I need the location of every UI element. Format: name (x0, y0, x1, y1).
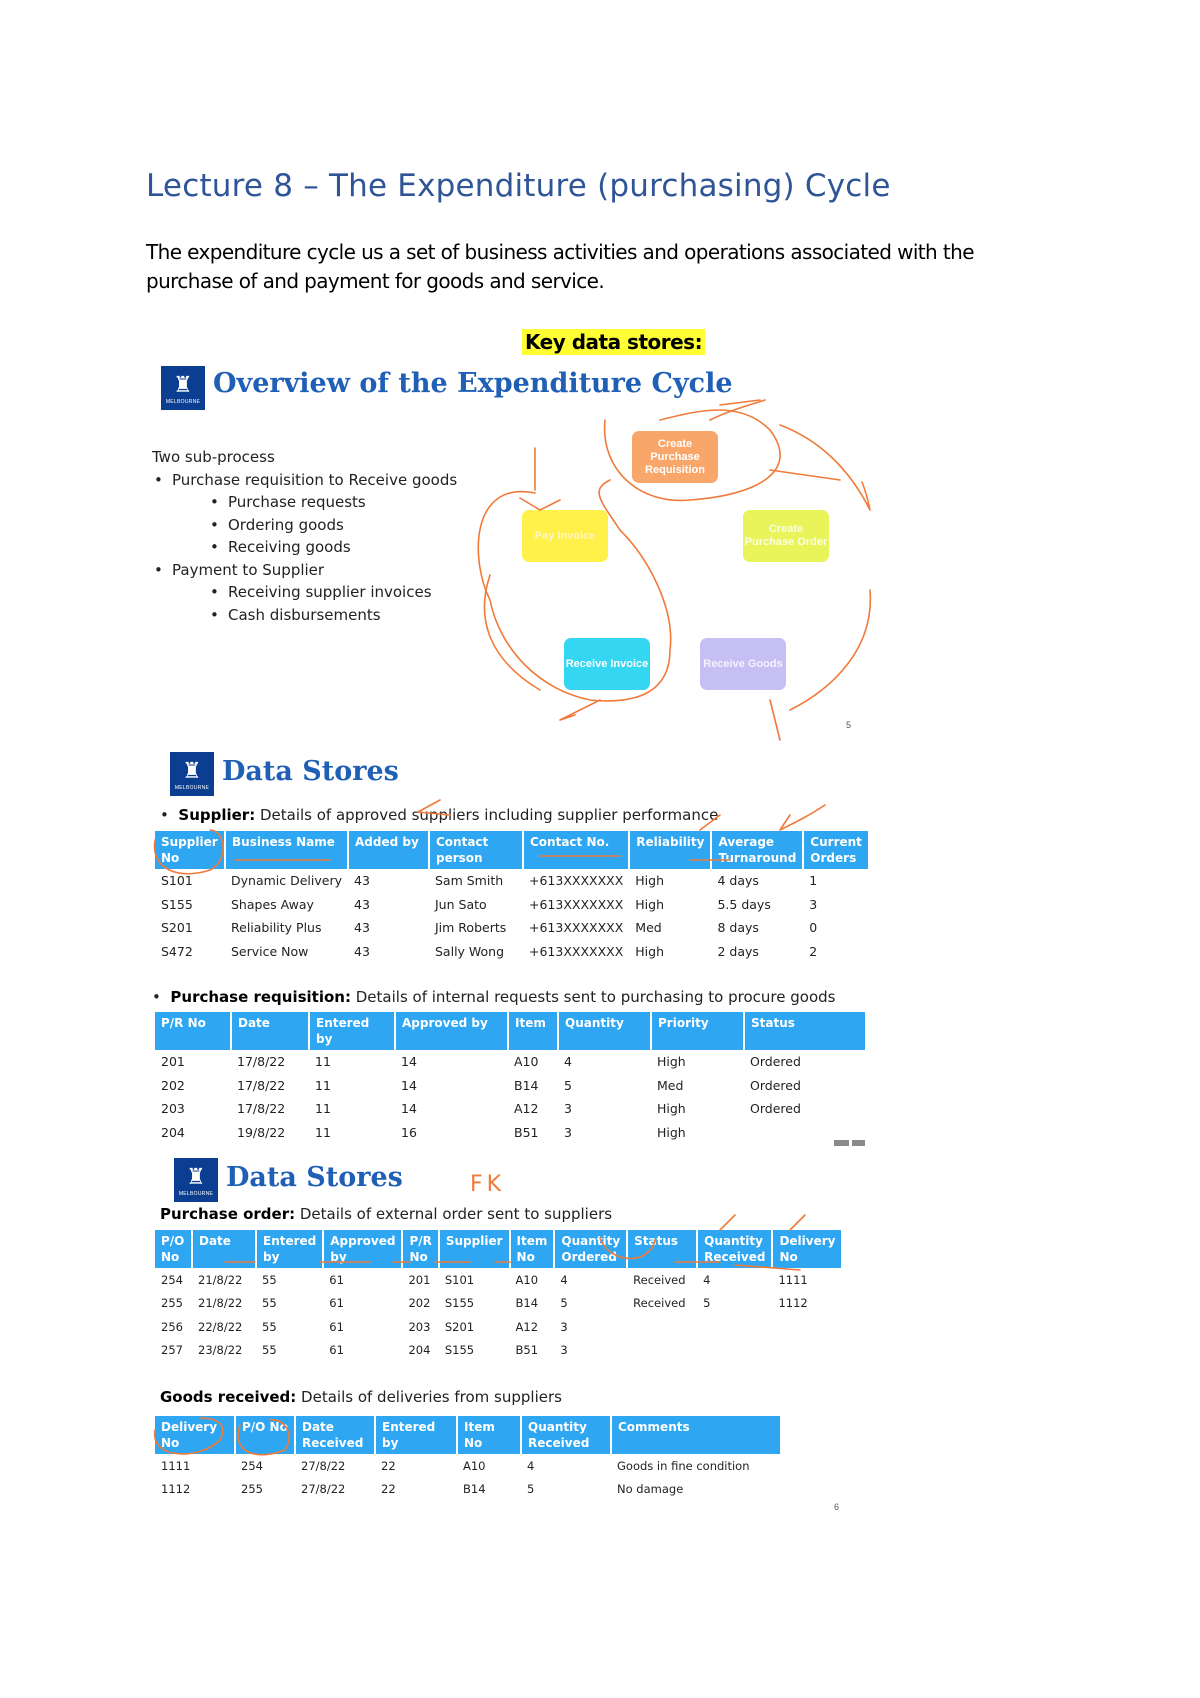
table-cell: Received (633, 1296, 686, 1311)
column-header: P/O No (235, 1416, 295, 1454)
slide-nav-icon (852, 1140, 865, 1146)
ink-arrow-right (770, 425, 870, 510)
pay-invoice-box: Pay Invoice (522, 510, 608, 562)
table-cell: 1111 (778, 1272, 808, 1287)
table-cell: 256 (161, 1319, 183, 1334)
column-header: Date (231, 1012, 309, 1050)
table-cell: 61 (329, 1296, 344, 1311)
key-data-stores-label: Key data stores: (522, 329, 705, 355)
table-cell: 203 (161, 1101, 185, 1117)
table-cell: 4 (564, 1054, 572, 1070)
table-cell: 3 (560, 1319, 568, 1334)
university-logo-icon: ♜ MELBOURNE (170, 752, 214, 796)
slide-datastores-title-2: Data Stores (226, 1162, 403, 1193)
table-cell: 27/8/22 (301, 1458, 346, 1473)
table-cell: +613XXXXXXX (529, 920, 624, 936)
table-cell: Ordered (750, 1101, 801, 1117)
table-cell: High (657, 1124, 686, 1140)
table-cell: No damage (617, 1482, 684, 1497)
column-header: Entered by (375, 1416, 457, 1454)
column-header: Priority (651, 1012, 744, 1050)
table-cell: Med (635, 920, 662, 936)
table-cell: Reliability Plus (231, 920, 322, 936)
table-row (155, 940, 869, 964)
column-header: Contact person (429, 831, 523, 869)
table-cell: 61 (329, 1272, 344, 1287)
slide-overview-title: Overview of the Expenditure Cycle (213, 368, 733, 399)
table-cell: 11 (315, 1054, 331, 1070)
column-header: Status (744, 1012, 866, 1050)
sub-bullet-item: • Cash disbursements (228, 604, 482, 627)
table-cell: 55 (262, 1343, 277, 1358)
ink-arrow-down (520, 448, 560, 510)
column-header: Reliability (629, 831, 711, 869)
column-header: Delivery No (155, 1416, 235, 1454)
table-cell: 257 (161, 1343, 183, 1358)
table-cell: 3 (564, 1124, 572, 1140)
table-cell: 23/8/22 (198, 1343, 243, 1358)
table-cell: 19/8/22 (237, 1124, 286, 1140)
university-logo-icon: ♜ MELBOURNE (174, 1158, 218, 1202)
column-header: Contact No. (523, 831, 629, 869)
table-cell: Shapes Away (231, 896, 314, 912)
requisition-label: • Purchase requisition: Details of internal requests sent to purchasing to procure goods (152, 988, 836, 1006)
ink-ticks-po (720, 1215, 805, 1230)
create-po-box: Create Purchase Order (743, 510, 829, 562)
ink-arc-left (484, 575, 540, 690)
table-cell: 204 (408, 1343, 431, 1358)
column-header: P/R No (402, 1230, 438, 1268)
table-cell: 1112 (161, 1482, 191, 1497)
table-cell: High (657, 1101, 686, 1117)
column-header: Approved by (395, 1012, 508, 1050)
column-header: Business Name (225, 831, 348, 869)
table-cell: 4 (703, 1272, 711, 1287)
table-cell: B14 (463, 1482, 486, 1497)
table-cell: B51 (515, 1343, 539, 1358)
table-cell: Ordered (750, 1054, 801, 1070)
table-row (155, 1121, 866, 1145)
receive-invoice-box: Receive Invoice (564, 638, 650, 690)
column-header: Entered by (256, 1230, 323, 1268)
table-cell: 4 days (717, 873, 759, 889)
table-cell: 11 (315, 1101, 331, 1117)
table-cell: A10 (514, 1054, 539, 1070)
table-cell (772, 1339, 842, 1363)
supplier-label: • Supplier: Details of approved suppliers including supplier performance (160, 806, 719, 824)
intro-paragraph: The expenditure cycle us a set of business activities and operations associated with the purchase of and payment for goods and service. (146, 240, 974, 293)
table-cell: Received (633, 1272, 686, 1287)
table-row (155, 1339, 842, 1363)
table-cell: 61 (329, 1319, 344, 1334)
ink-arrow-topright (710, 400, 765, 420)
table-cell: 43 (354, 920, 370, 936)
table-cell: 1111 (161, 1458, 191, 1473)
table-cell: S155 (444, 1296, 475, 1311)
table-cell: 0 (809, 920, 818, 936)
table-cell: 203 (408, 1319, 431, 1334)
slide-nav-icon (834, 1140, 849, 1146)
table-cell: Jim Roberts (435, 920, 507, 936)
column-header: Status (627, 1230, 697, 1268)
slide-page-number: 6 (834, 1502, 840, 1512)
table-cell: Service Now (231, 943, 309, 959)
column-header: Quantity Received (697, 1230, 772, 1268)
column-header: Average Turnaround (711, 831, 803, 869)
slide-page-number: 5 (846, 720, 852, 730)
table-cell: 5.5 days (717, 896, 771, 912)
table-header-row (155, 1230, 842, 1268)
table-cell: S201 (444, 1319, 475, 1334)
table-cell: 202 (161, 1077, 185, 1093)
table-header-row (155, 1012, 866, 1050)
table-row (155, 1315, 842, 1339)
table-cell: 21/8/22 (198, 1272, 243, 1287)
supplier-table (155, 831, 870, 963)
table-cell: 202 (408, 1296, 431, 1311)
table-cell: 4 (560, 1272, 568, 1287)
table-cell: 4 (527, 1458, 535, 1473)
purchase-order-label: Purchase order: Details of external order sent to suppliers (160, 1205, 613, 1223)
column-header: Supplier No (155, 831, 225, 869)
bullet-item: • Purchase requisition to Receive goods • Purchase requests • Ordering goods • Receiving goods (172, 469, 482, 559)
table-cell: Med (657, 1077, 684, 1093)
purchase-order-table (155, 1230, 843, 1362)
sub-bullet-item: • Purchase requests (228, 491, 482, 514)
table-header-row (155, 1416, 781, 1454)
table-cell: 17/8/22 (237, 1101, 286, 1117)
column-header: Quantity (558, 1012, 651, 1050)
table-cell: 1 (809, 873, 818, 889)
column-header: Added by (348, 831, 429, 869)
requisition-table (155, 1012, 867, 1144)
column-header: P/R No (155, 1012, 231, 1050)
table-cell: S155 (161, 896, 193, 912)
table-cell (697, 1339, 772, 1363)
column-header: Item (508, 1012, 558, 1050)
table-cell: S472 (161, 943, 193, 959)
table-row (155, 869, 869, 893)
ink-arrow-turnaround (780, 805, 825, 830)
table-cell: 14 (401, 1101, 417, 1117)
table-cell: 22 (381, 1458, 396, 1473)
page-title: Lecture 8 – The Expenditure (purchasing) Cycle (146, 168, 891, 204)
fk-annotation: FK (470, 1172, 506, 1197)
table-header-row (155, 831, 869, 869)
table-cell: 254 (161, 1272, 183, 1287)
table-cell: S201 (161, 920, 193, 936)
table-cell: S101 (161, 873, 193, 889)
table-cell: 5 (564, 1077, 572, 1093)
subprocess-heading: Two sub-process (152, 448, 275, 466)
table-cell: High (657, 1054, 686, 1070)
column-header: Quantity Received (521, 1416, 611, 1454)
table-cell: 3 (809, 896, 818, 912)
table-cell: 2 days (717, 943, 759, 959)
table-cell: +613XXXXXXX (529, 896, 624, 912)
slide-datastores-title: Data Stores (222, 756, 399, 787)
table-row (155, 1074, 866, 1098)
table-cell: 43 (354, 943, 370, 959)
table-cell: 5 (560, 1296, 568, 1311)
column-header: Approved by (323, 1230, 402, 1268)
column-header: Item No (510, 1230, 555, 1268)
column-header: Item No (457, 1416, 521, 1454)
subprocess-list (152, 446, 482, 626)
bullet-item: • Payment to Supplier • Receiving supplier invoices • Cash disbursements (172, 559, 482, 627)
column-header: Comments (611, 1416, 781, 1454)
university-logo-icon: ♜ MELBOURNE (161, 366, 205, 410)
create-requisition-box: Create Purchase Requisition (632, 431, 718, 483)
table-cell: High (635, 873, 665, 889)
table-cell: +613XXXXXXX (529, 943, 624, 959)
table-row (155, 1478, 781, 1502)
table-cell: S155 (444, 1343, 475, 1358)
column-header: Supplier (439, 1230, 510, 1268)
table-cell: B51 (514, 1124, 539, 1140)
table-cell: Dynamic Delivery (231, 873, 342, 889)
table-cell (772, 1315, 842, 1339)
table-cell: 55 (262, 1272, 277, 1287)
receive-goods-box: Receive Goods (700, 638, 786, 690)
table-row (155, 1268, 842, 1292)
table-cell: +613XXXXXXX (529, 873, 624, 889)
table-cell: 204 (161, 1124, 185, 1140)
table-cell: A10 (515, 1272, 539, 1287)
table-cell: 55 (262, 1319, 277, 1334)
table-cell: 5 (527, 1482, 535, 1497)
table-cell: B14 (515, 1296, 539, 1311)
table-cell (697, 1315, 772, 1339)
table-row (155, 1454, 781, 1478)
table-cell: 11 (315, 1124, 331, 1140)
table-cell: High (635, 896, 665, 912)
table-cell: 1112 (778, 1296, 808, 1311)
table-cell: 21/8/22 (198, 1296, 243, 1311)
table-cell: 22/8/22 (198, 1319, 243, 1334)
column-header: Date Received (295, 1416, 375, 1454)
column-header: P/O No (155, 1230, 192, 1268)
sub-bullet-item: • Receiving goods (228, 536, 482, 559)
table-cell: Ordered (750, 1077, 801, 1093)
goods-received-table (155, 1416, 782, 1501)
table-cell: Sam Smith (435, 873, 504, 889)
column-header: Quantity Ordered (554, 1230, 627, 1268)
table-cell: 254 (241, 1458, 263, 1473)
table-cell: 17/8/22 (237, 1077, 286, 1093)
table-cell: A12 (514, 1101, 539, 1117)
table-cell: High (635, 943, 665, 959)
table-cell: 3 (560, 1343, 568, 1358)
table-cell (627, 1339, 697, 1363)
ink-tick-bottom (770, 700, 780, 740)
table-row (155, 1292, 842, 1316)
ink-arc-right (790, 590, 870, 710)
table-cell: Sally Wong (435, 943, 505, 959)
column-header: Date (192, 1230, 256, 1268)
table-cell: 61 (329, 1343, 344, 1358)
ink-arrow-bottom (560, 700, 600, 720)
table-row (155, 1097, 866, 1121)
table-cell: 201 (161, 1054, 185, 1070)
table-cell: 14 (401, 1077, 417, 1093)
table-cell: A12 (515, 1319, 539, 1334)
table-cell: 43 (354, 873, 370, 889)
column-header: Current Orders (803, 831, 869, 869)
table-cell: 201 (408, 1272, 431, 1287)
table-row (155, 1050, 866, 1074)
table-cell: Jun Sato (435, 896, 487, 912)
sub-bullet-item: • Ordering goods (228, 514, 482, 537)
table-cell: 11 (315, 1077, 331, 1093)
table-cell: 255 (161, 1296, 183, 1311)
table-cell: S101 (444, 1272, 475, 1287)
table-cell: 8 days (717, 920, 759, 936)
table-cell: 27/8/22 (301, 1482, 346, 1497)
sub-bullet-item: • Receiving supplier invoices (228, 581, 482, 604)
table-cell: 55 (262, 1296, 277, 1311)
table-cell: 14 (401, 1054, 417, 1070)
table-cell: Goods in fine condition (617, 1458, 750, 1473)
table-cell: 2 (809, 943, 818, 959)
table-cell: 5 (703, 1296, 711, 1311)
goods-received-label: Goods received: Details of deliveries from suppliers (160, 1388, 562, 1406)
table-cell: 255 (241, 1482, 263, 1497)
column-header: Entered by (309, 1012, 395, 1050)
table-cell: A10 (463, 1458, 486, 1473)
table-cell: 17/8/22 (237, 1054, 286, 1070)
table-cell: 16 (401, 1124, 417, 1140)
table-row (155, 916, 869, 940)
table-cell: 3 (564, 1101, 572, 1117)
table-row (155, 893, 869, 917)
table-cell: 43 (354, 896, 370, 912)
column-header: Delivery No (772, 1230, 842, 1268)
table-cell: 22 (381, 1482, 396, 1497)
table-cell (627, 1315, 697, 1339)
table-cell: B14 (514, 1077, 539, 1093)
